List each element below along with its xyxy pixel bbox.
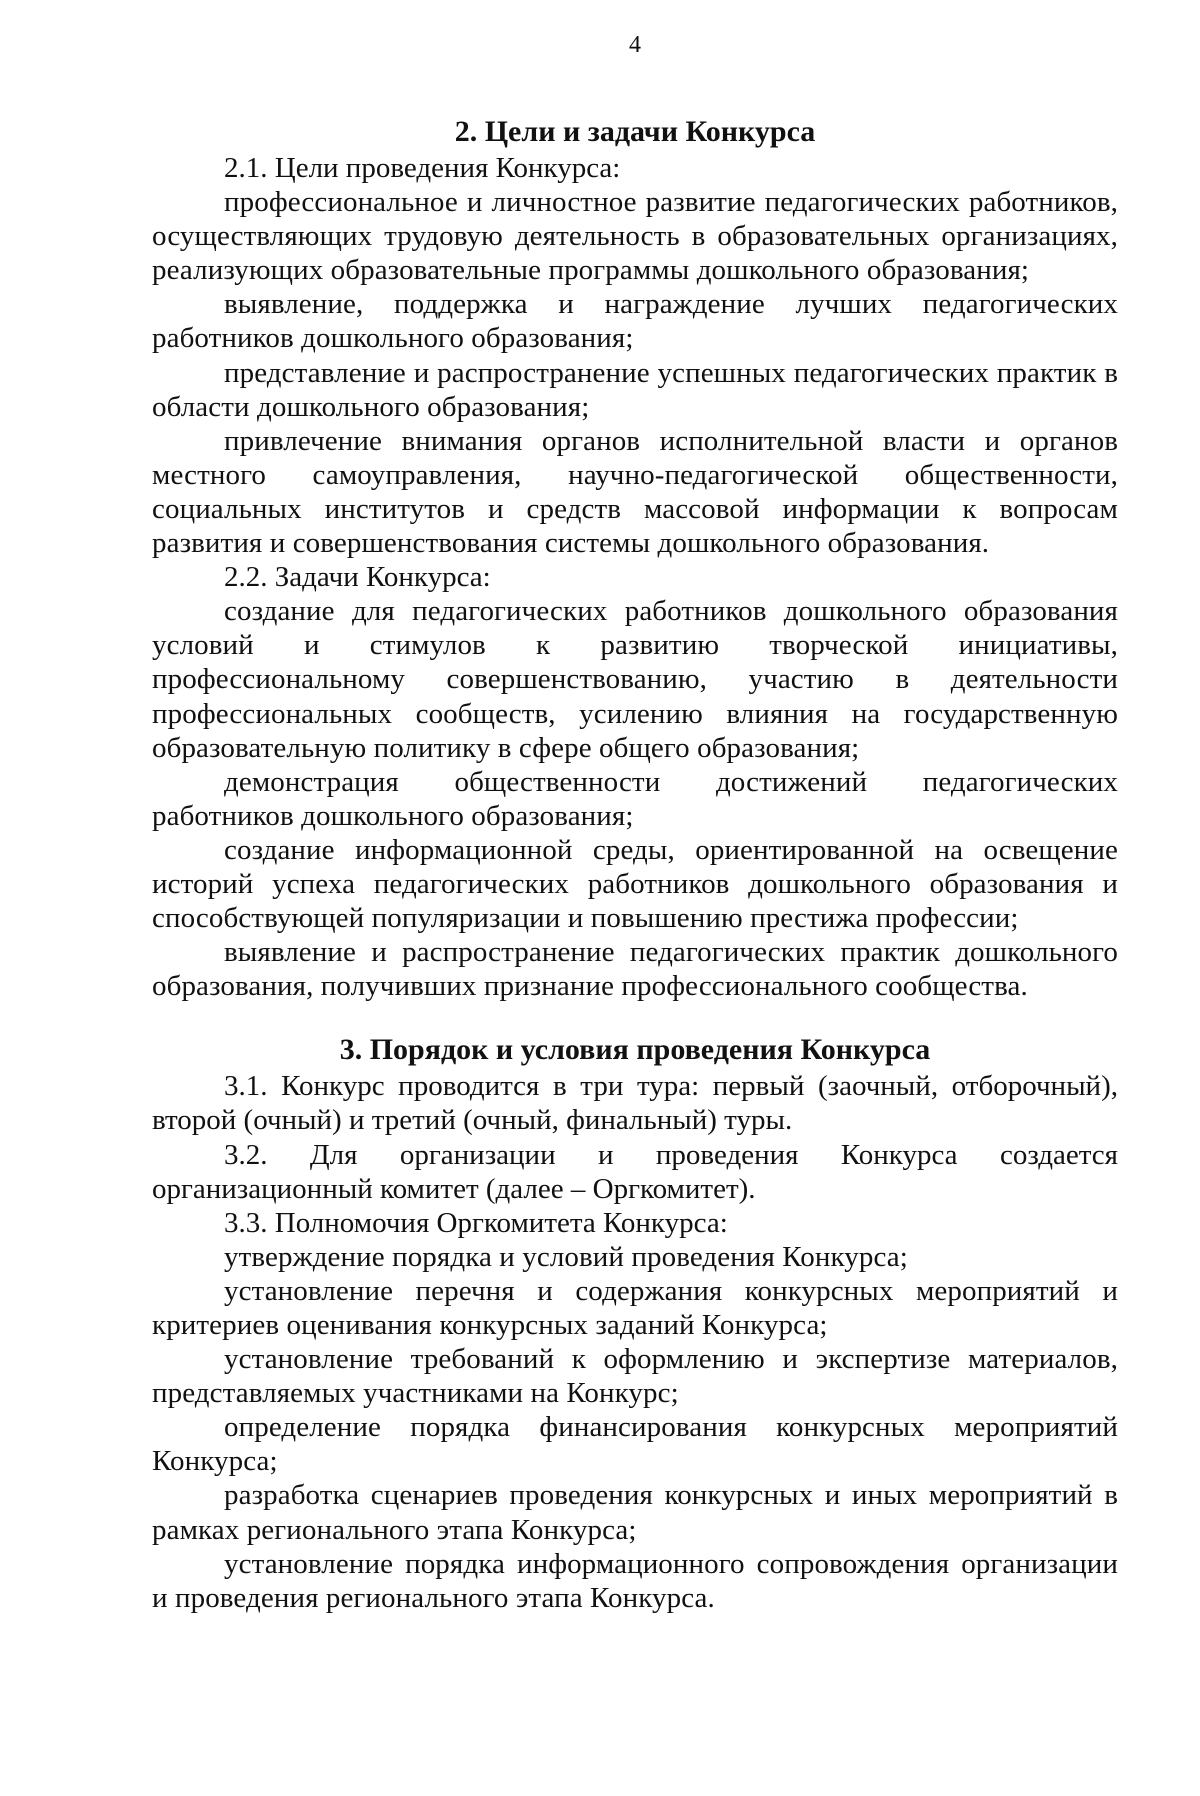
paragraph: выявление и распространение педагогических практик дошкольного образования, получивших признание профессионального сообщества. [152, 936, 1118, 1003]
paragraph: установление перечня и содержания конкурсных мероприятий и критериев оценивания конкурсных заданий Конкурса; [152, 1274, 1118, 1341]
paragraph: привлечение внимания органов исполнительной власти и органов местного самоуправления, научно-педагогической общественности, социальных институтов и средств массовой информации к вопросам развития и совершенствования системы дошкольного образования. [152, 424, 1118, 560]
document-body [152, 115, 1118, 1615]
paragraph: 3.3. Полномочия Оргкомитета Конкурса: [224, 1206, 728, 1239]
paragraph: установление порядка информационного сопровождения организации и проведения регионального этапа Конкурса. [152, 1547, 1118, 1614]
section-procedure-and-conditions [152, 1033, 1118, 1615]
paragraph: создание для педагогических работников дошкольного образования условий и стимулов к развитию творческой инициативы, профессиональному совершенствованию, участию в деятельности профессиональных сообществ, усилению влияния на государственную образовательную политику в сфере общего образования; [152, 595, 1118, 764]
paragraph: выявление, поддержка и награждение лучших педагогических работников дошкольного образования; [152, 288, 1118, 355]
paragraph: 3.1. Конкурс проводится в три тура: первый (заочный, отборочный), второй (очный) и третий (очный, финальный) туры. [152, 1070, 1118, 1137]
section-goals-and-tasks [152, 115, 1118, 1003]
paragraph: установление требований к оформлению и экспертизе материалов, представляемых участниками на Конкурс; [152, 1343, 1118, 1410]
section-heading: 3. Порядок и условия проведения Конкурса [339, 1033, 931, 1067]
paragraph: определение порядка финансирования конкурсных мероприятий Конкурса; [152, 1411, 1118, 1478]
page-number: 4 [629, 32, 641, 58]
paragraph: демонстрация общественности достижений педагогических работников дошкольного образования; [152, 765, 1118, 832]
paragraph: разработка сценариев проведения конкурсных и иных мероприятий в рамках регионального этапа Конкурса; [152, 1479, 1118, 1546]
paragraph: профессиональное и личностное развитие педагогических работников, осуществляющих трудовую деятельность в образовательных организациях, реализующих образовательные программы дошкольного образования; [152, 186, 1118, 287]
paragraph: 3.2. Для организации и проведения Конкурса создается организационный комитет (далее – Оргкомитет). [152, 1138, 1118, 1205]
section-heading: 2. Цели и задачи Конкурса [454, 115, 816, 148]
paragraph: 2.1. Цели проведения Конкурса: [224, 152, 621, 184]
paragraph: утверждение порядка и условий проведения Конкурса; [224, 1240, 908, 1273]
paragraph: 2.2. Задачи Конкурса: [224, 561, 491, 594]
paragraph: представление и распространение успешных педагогических практик в области дошкольного образования; [152, 356, 1118, 423]
paragraph: создание информационной среды, ориентированной на освещение историй успеха педагогических работников дошкольного образования и способствующей популяризации и повышению престижа профессии; [152, 833, 1118, 935]
